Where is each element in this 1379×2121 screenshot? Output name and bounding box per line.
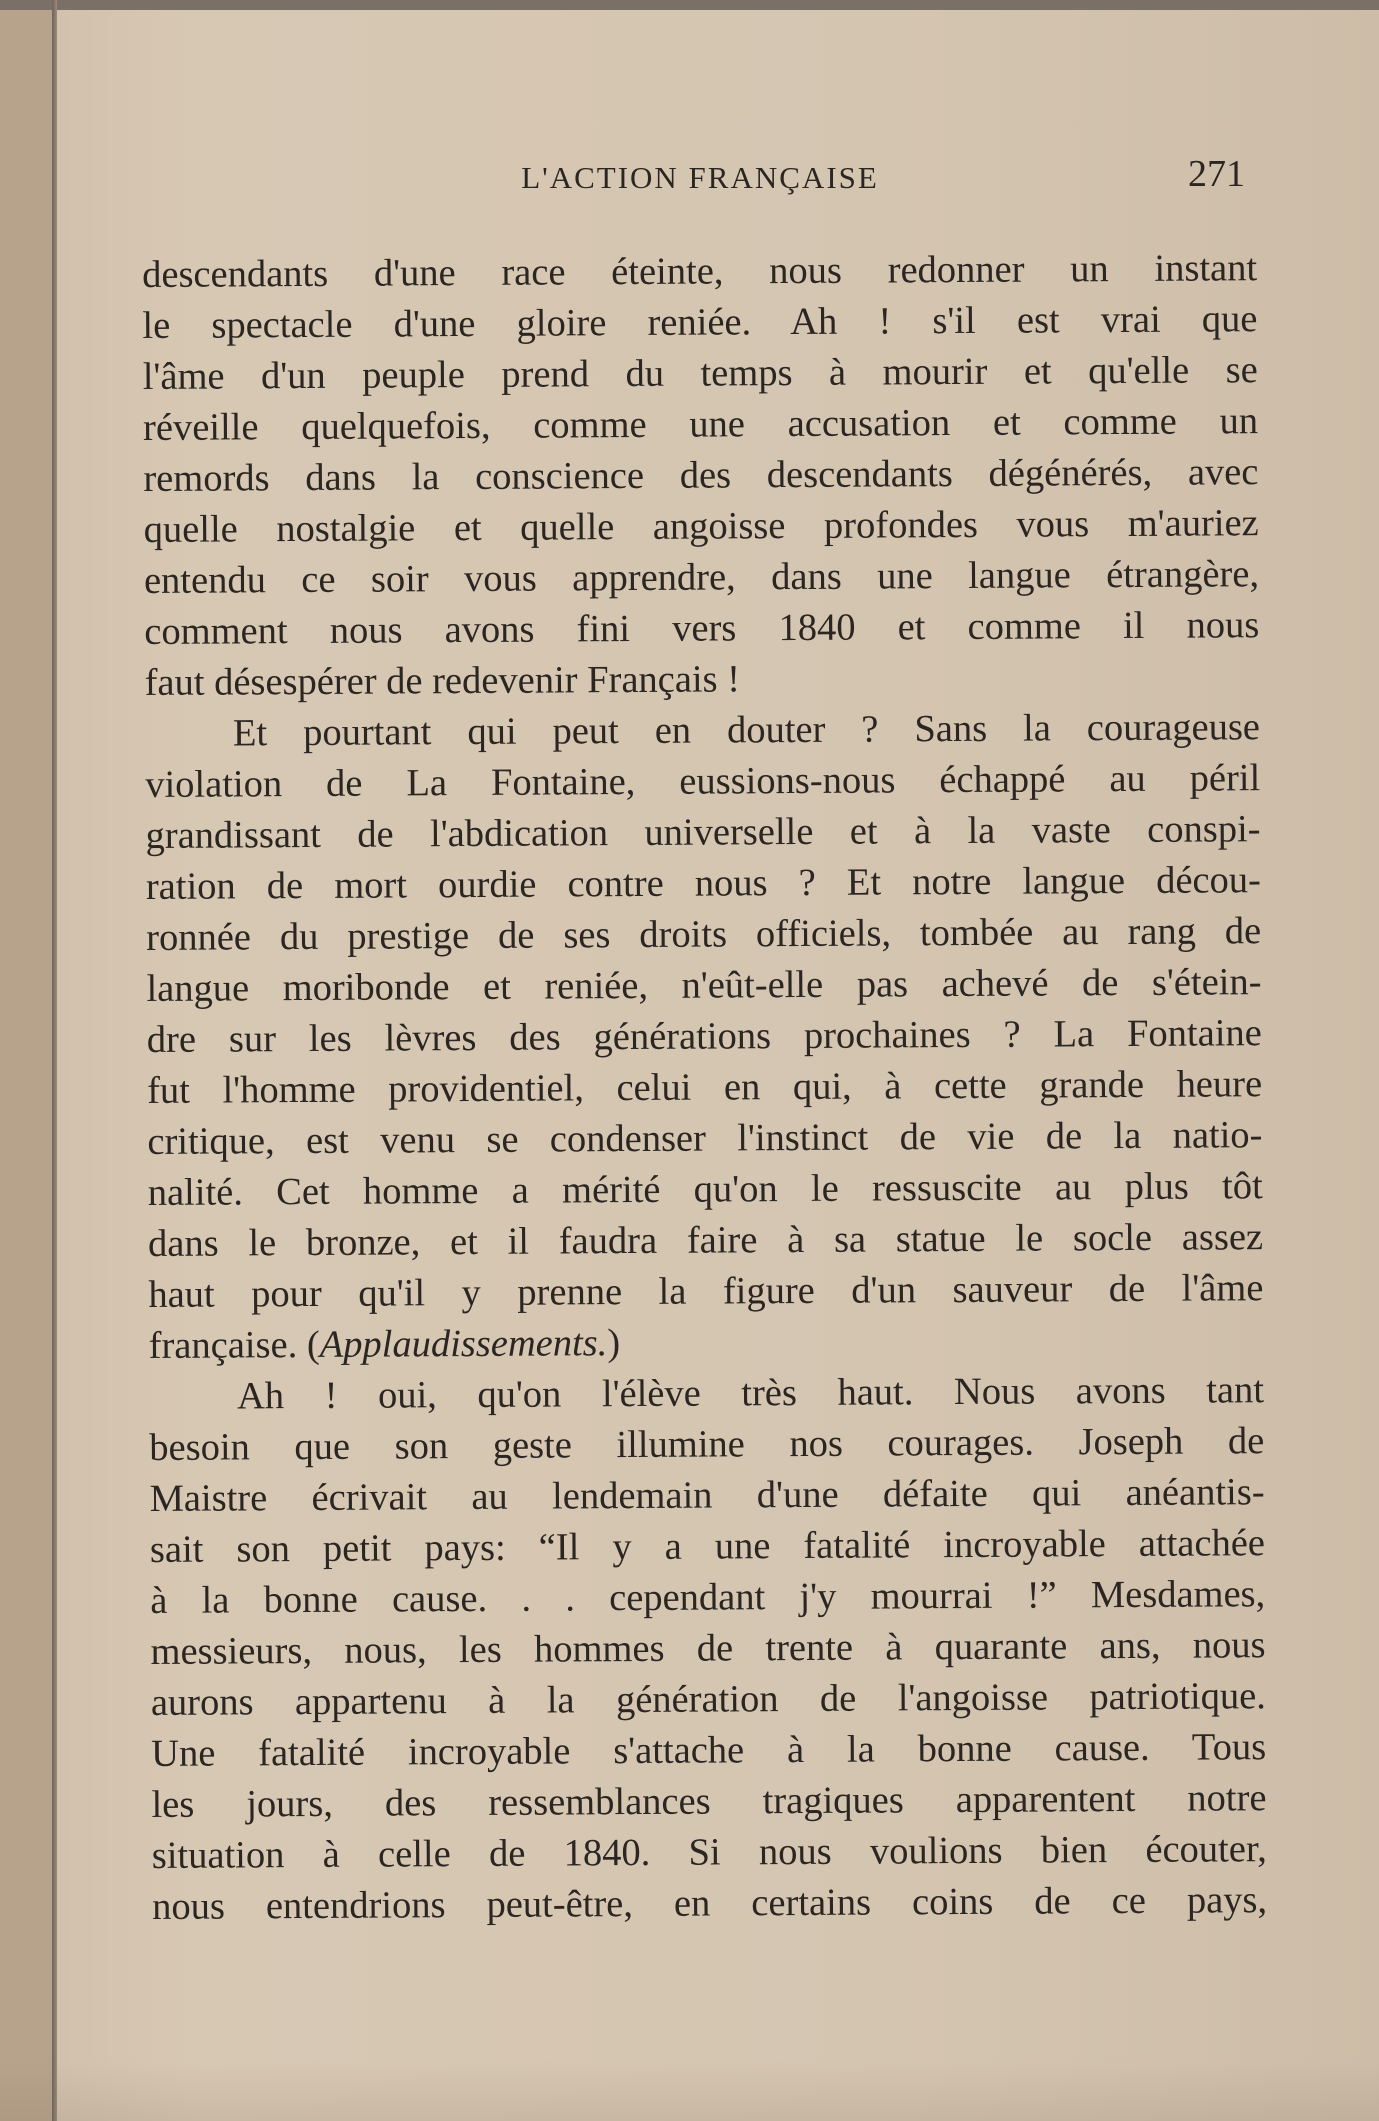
text-line: sait son petit pays: “Il y a une fatalité incroyable attachée [149, 1522, 1266, 1571]
running-title: L'ACTION FRANÇAISE [521, 160, 879, 195]
text-line: besoin que son geste illumine nos courages. Joseph de [149, 1420, 1265, 1469]
stage-direction: Applaudissements. [319, 1322, 608, 1366]
text-line: entendu ce soir vous apprendre, dans une langue étrangère, [143, 553, 1260, 602]
text-line: Et pourtant qui peut en douter ? Sans la courageuse [232, 706, 1261, 755]
text-line: nalité. Cet homme a mérité qu'on le ressuscite au plus tôt [147, 1165, 1263, 1214]
text-line: à la bonne cause. . . cependant j'y mourrai !” Mesdames, [150, 1573, 1266, 1622]
text-line: dans le bronze, et il faudra faire à sa statue le socle assez [147, 1216, 1264, 1265]
text-line: française. (Applaudissements.) [148, 1322, 621, 1367]
text-line: le spectacle d'une gloire reniée. Ah ! s'il est vrai que [142, 298, 1258, 347]
text-line: quelle nostalgie et quelle angoisse profondes vous m'auriez [143, 502, 1259, 551]
page-number: 271 [1188, 153, 1245, 195]
text-line: nous entendrions peut-être, en certains coins de ce pays, [151, 1879, 1268, 1928]
text-line: situation à celle de 1840. Si nous voulions bien écouter, [151, 1828, 1267, 1877]
text-line: grandissant de l'abdication universelle et à la vaste conspi- [145, 808, 1261, 857]
text-line: ronnée du prestige de ses droits officiels, tombée au rang de [146, 910, 1262, 959]
page-top-edge [0, 0, 1379, 10]
text-line: Ah ! oui, qu'on l'élève très haut. Nous avons tant [236, 1369, 1265, 1418]
text-line: comment nous avons fini vers 1840 et comme il nous [144, 604, 1260, 653]
body-text [142, 243, 1267, 1933]
text-line: remords dans la conscience des descendants dégénérés, avec [143, 451, 1259, 500]
text-line: aurons appartenu à la génération de l'angoisse patriotique. [150, 1675, 1266, 1724]
text-line: critique, est venu se condenser l'instinct de vie de la natio- [147, 1114, 1263, 1163]
text-line: faut désespérer de redevenir Français ! [144, 658, 741, 704]
running-head [140, 153, 1260, 200]
text-line: réveille quelquefois, comme une accusation et comme un [142, 400, 1259, 449]
facing-page-edge [0, 10, 52, 2121]
text-line: dre sur les lèvres des générations prochaines ? La Fontaine [146, 1012, 1262, 1061]
text-line: violation de La Fontaine, eussions-nous échappé au péril [145, 757, 1261, 806]
text-line: Une fatalité incroyable s'attache à la bonne cause. Tous [151, 1726, 1267, 1775]
text-line: fut l'homme providentiel, celui en qui, à cette grande heure [147, 1063, 1263, 1112]
text-line: langue moribonde et reniée, n'eût-elle pas achevé de s'étein- [146, 961, 1262, 1010]
page-bottom-shade [0, 2061, 1379, 2121]
text-line: haut pour qu'il y prenne la figure d'un sauveur de l'âme [148, 1267, 1264, 1316]
text-line: l'âme d'un peuple prend du temps à mourir et qu'elle se [142, 349, 1258, 398]
text-line: ration de mort ourdie contre nous ? Et notre langue décou- [145, 859, 1261, 908]
text-line: Maistre écrivait au lendemain d'une défaite qui anéantis- [149, 1471, 1265, 1520]
text-line: les jours, des ressemblances tragiques apparentent notre [151, 1777, 1267, 1826]
text-line: messieurs, nous, les hommes de trente à quarante ans, nous [150, 1624, 1266, 1673]
spine-gutter [52, 0, 57, 2121]
text-line: descendants d'une race éteinte, nous redonner un instant [142, 247, 1258, 296]
